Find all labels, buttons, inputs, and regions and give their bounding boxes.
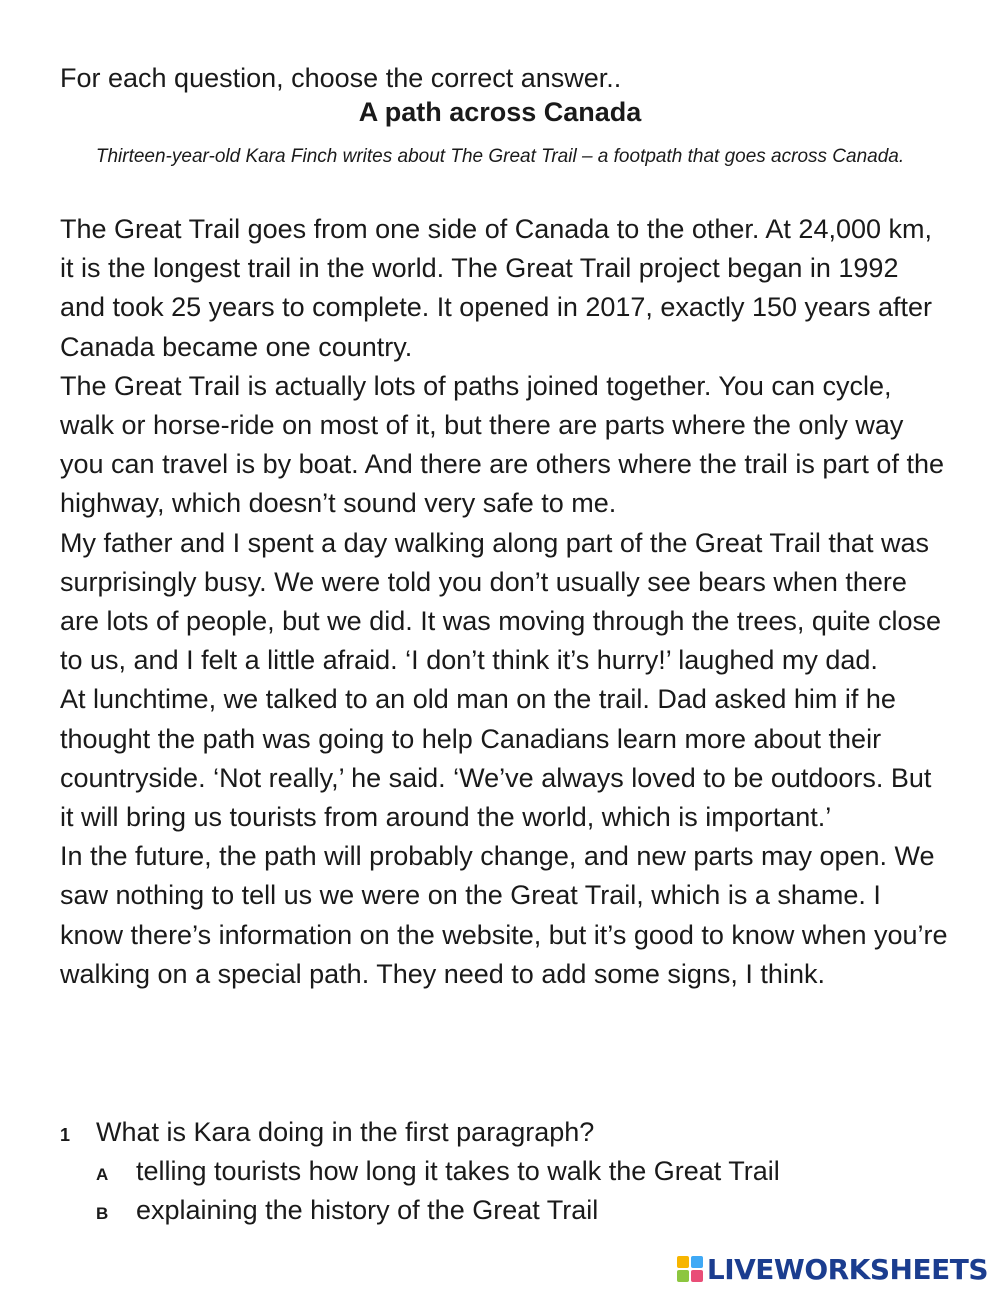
option-text[interactable]: explaining the history of the Great Trail: [136, 1195, 599, 1225]
logo-text: LIVEWORKSHEETS: [706, 1252, 988, 1286]
answer-option-a[interactable]: [60, 1152, 950, 1191]
answer-option-b[interactable]: [60, 1191, 950, 1230]
liveworksheets-logo: [677, 1252, 988, 1286]
question-row: [60, 1113, 950, 1152]
page-title: A path across Canada: [358, 97, 642, 127]
instruction-text: For each question, choose the correct answer..: [60, 63, 622, 93]
subtitle: Thirteen-year-old Kara Finch writes about The Great Trail – a footpath that goes across Canada.: [95, 146, 905, 167]
article-body: [60, 210, 950, 994]
logo-square: [691, 1270, 703, 1282]
option-letter: B: [96, 1204, 109, 1223]
option-text[interactable]: telling tourists how long it takes to walk the Great Trail: [136, 1156, 780, 1186]
paragraph: At lunchtime, we talked to an old man on the trail. Dad asked him if he thought the path was going to help Canadians learn more about their countryside. ‘Not really,’ he said. ‘We’ve always loved to be outdoors. But it will bring us tourists from around the world, which is important.’: [60, 684, 932, 833]
question-text: What is Kara doing in the first paragraph?: [96, 1117, 595, 1147]
paragraph: My father and I spent a day walking along part of the Great Trail that was surprisingly busy. We were told you don’t usually see bears when there are lots of people, but we did. It was moving through the trees, quite close to us, and I felt a little afraid. ‘I don’t think it’s hurry!’ laughed my dad.: [60, 527, 942, 676]
paragraph: The Great Trail goes from one side of Canada to the other. At 24,000 km, it is the longest trail in the world. The Great Trail project began in 1992 and took 25 years to complete. It opened in 2017, exactly 150 years after Canada became one country.: [60, 214, 933, 362]
paragraph: In the future, the path will probably change, and new parts may open. We saw nothing to tell us we were on the Great Trail, which is a shame. I know there’s information on the website, but it’s good to know when you’re walking on a special path. They need to add some signs, I think.: [60, 841, 948, 989]
logo-square: [691, 1256, 703, 1268]
logo-square: [677, 1256, 689, 1268]
question-block: [60, 1113, 950, 1230]
option-letter: A: [96, 1165, 109, 1184]
paragraph: The Great Trail is actually lots of paths joined together. You can cycle, walk or horse-ride on most of it, but there are parts where the only way you can travel is by boat. And there are others where the trail is part of the highway, which doesn’t sound very safe to me.: [60, 370, 944, 519]
question-number: 1: [60, 1125, 71, 1145]
logo-square: [677, 1270, 689, 1282]
liveworksheets-logo-icon: [677, 1256, 703, 1282]
